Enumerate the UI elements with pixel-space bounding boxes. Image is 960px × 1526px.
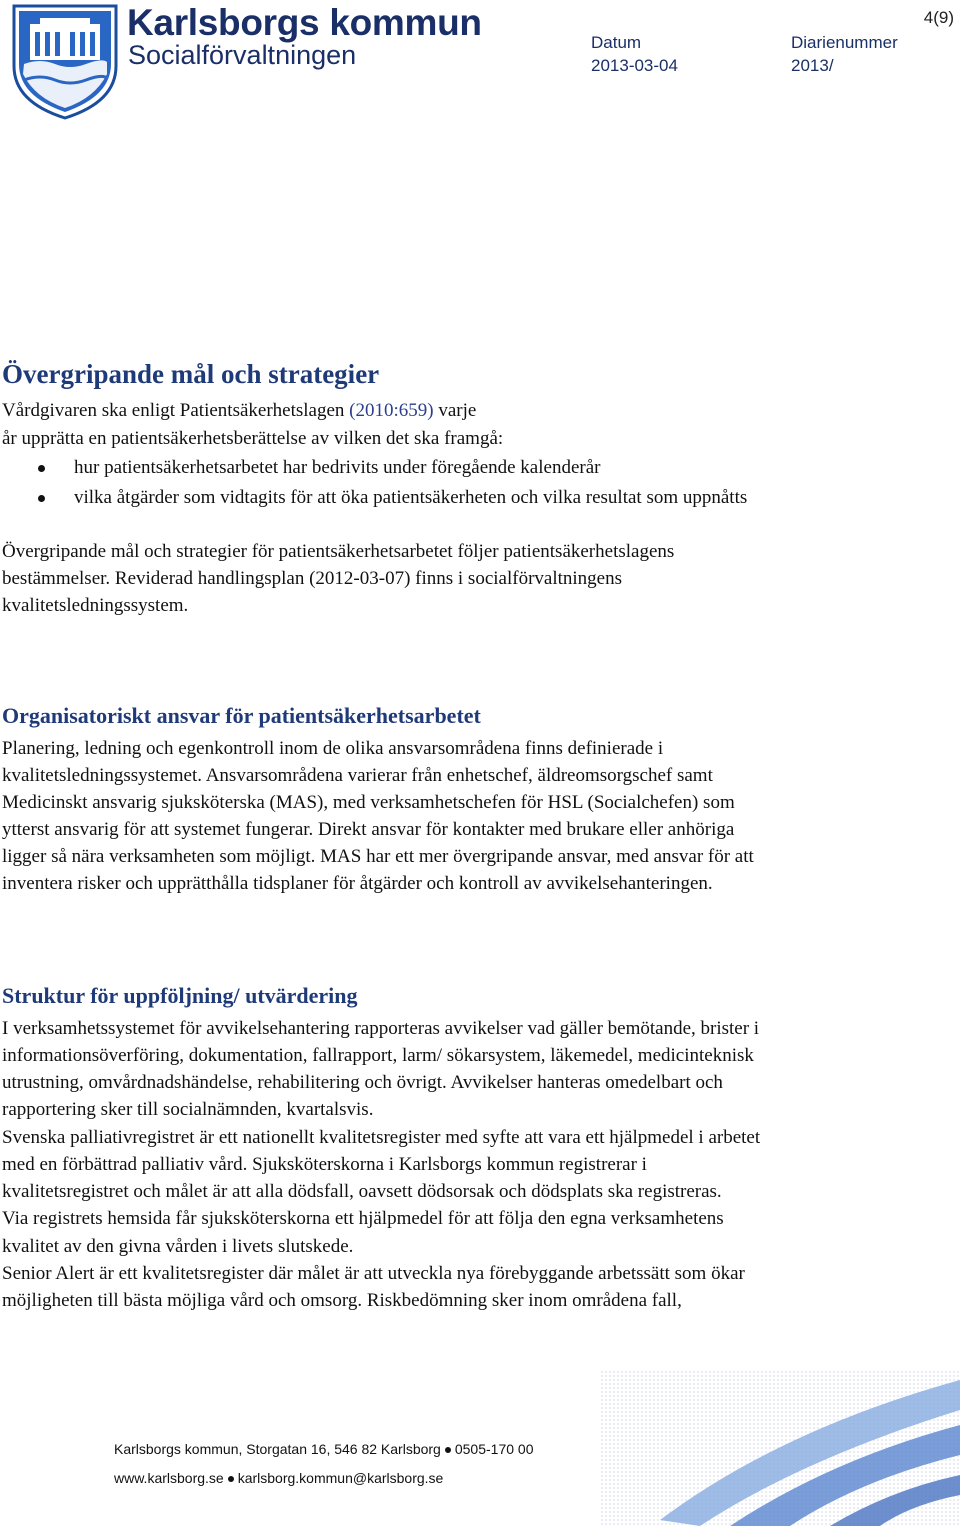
footer-wave-decoration: [600, 1370, 960, 1526]
paragraph-line: informationsöverföring, dokumentation, fallrapport, larm/ sökarsystem, läkemedel, medicinteknisk: [2, 1045, 754, 1066]
section-heading-goals: Övergripande mål och strategier: [2, 359, 380, 389]
paragraph-line: utrustning, omvårdnadshändelse, rehabilitering och övrigt. Avvikelser hanteras omedelbart och: [2, 1072, 723, 1093]
intro-text-pre: Vårdgivaren ska enligt Patientsäkerhetslagen: [2, 400, 350, 421]
footer-phone: 0505-170 00: [454, 1441, 534, 1457]
footer-contact-line: [114, 1470, 443, 1486]
bullet-text: vilka åtgärder som vidtagits för att öka patientsäkerheten och vilka resultat som uppnåtts: [74, 487, 748, 508]
intro-line-1: [2, 400, 476, 422]
date-value: 2013-03-04: [591, 56, 678, 75]
paragraph-line: ytterst ansvarig för att systemet fungerar. Direkt ansvar för kontakter med brukare eller anhöriga: [2, 819, 735, 840]
paragraph-line: Via registrets hemsida får sjuksköterskorna ett hjälpmedel för att följa den egna verksamhetens: [2, 1208, 724, 1229]
intro-text-post: varje: [433, 400, 477, 421]
footer-website-link[interactable]: www.karlsborg.se: [114, 1470, 224, 1486]
separator-dot-icon: [228, 1476, 234, 1482]
paragraph-line: I verksamhetssystemet för avvikelsehantering rapporteras avvikelser vad gäller bemötande, brister i: [2, 1018, 760, 1039]
reference-number-label: Diarienummer: [791, 33, 898, 52]
paragraph-line: rapportering sker till socialnämnden, kvartalsvis.: [2, 1099, 374, 1120]
section-heading-responsibility: Organisatoriskt ansvar för patientsäkerhetsarbetet: [2, 703, 481, 728]
paragraph-line: kvalitetsledningssystemet. Ansvarsområdena varierar från enhetschef, äldreomsorgschef samt: [2, 765, 713, 786]
reference-number-value: 2013/: [791, 56, 834, 75]
footer-email-link[interactable]: karlsborg.kommun@karlsborg.se: [237, 1470, 444, 1486]
paragraph-line: Planering, ledning och egenkontroll inom de olika ansvarsområdena finns definierade i: [2, 738, 664, 759]
date-label: Datum: [591, 33, 642, 52]
page-number: 4(9): [923, 8, 954, 27]
bullet-icon: [38, 465, 45, 472]
organization-name: Karlsborgs kommun: [127, 2, 482, 43]
paragraph-line: kvalitetsledningssystem.: [2, 595, 189, 616]
municipality-seal-logo: [10, 2, 120, 120]
paragraph-line: kvalitet av den givna vården i livets slutskede.: [2, 1236, 354, 1257]
bullet-text: hur patientsäkerhetsarbetet har bedrivits under föregående kalenderår: [74, 457, 601, 478]
footer-address-line: [114, 1441, 534, 1457]
paragraph-line: möjligheten till bästa möjliga vård och omsorg. Riskbedömning sker inom områdena fall,: [2, 1290, 682, 1311]
section-heading-follow-up: Struktur för uppföljning/ utvärdering: [2, 983, 358, 1008]
paragraph-line: ligger så nära verksamheten som möjligt. MAS har ett mer övergripande ansvar, med ansvar för att: [2, 846, 754, 867]
paragraph-line: bestämmelser. Reviderad handlingsplan (2012-03-07) finns i socialförvaltningens: [2, 568, 622, 589]
footer-address: Karlsborgs kommun, Storgatan 16, 546 82 Karlsborg: [114, 1441, 441, 1457]
paragraph-line: Övergripande mål och strategier för patientsäkerhetsarbetet följer patientsäkerhetslagens: [2, 541, 675, 562]
separator-dot-icon: [445, 1447, 451, 1453]
department-name: Socialförvaltningen: [128, 40, 357, 70]
paragraph-line: Senior Alert är ett kvalitetsregister där målet är att utveckla nya förebyggande arbetssätt som ökar: [2, 1263, 745, 1284]
paragraph-line: Svenska palliativregistret är ett nationellt kvalitetsregister med syfte att vara ett hjälpmedel i arbetet: [2, 1127, 761, 1148]
law-reference: (2010:659): [349, 400, 434, 421]
paragraph-line: med en förbättrad palliativ vård. Sjuksköterskorna i Karlsborgs kommun registrerar i: [2, 1154, 647, 1175]
paragraph-line: inventera risker och upprätthålla tidsplaner för åtgärder och kontroll av avvikelsehanteringen.: [2, 873, 713, 894]
paragraph-line: Medicinskt ansvarig sjuksköterska (MAS), med verksamhetschefen för HSL (Socialchefen) som: [2, 792, 735, 813]
paragraph-line: kvalitetsregistret och målet är att alla dödsfall, oavsett dödsorsak och dödsplats ska registreras.: [2, 1181, 722, 1202]
intro-line-2: år upprätta en patientsäkerhetsberättelse av vilken det ska framgå:: [2, 428, 504, 449]
bullet-icon: [38, 495, 45, 502]
